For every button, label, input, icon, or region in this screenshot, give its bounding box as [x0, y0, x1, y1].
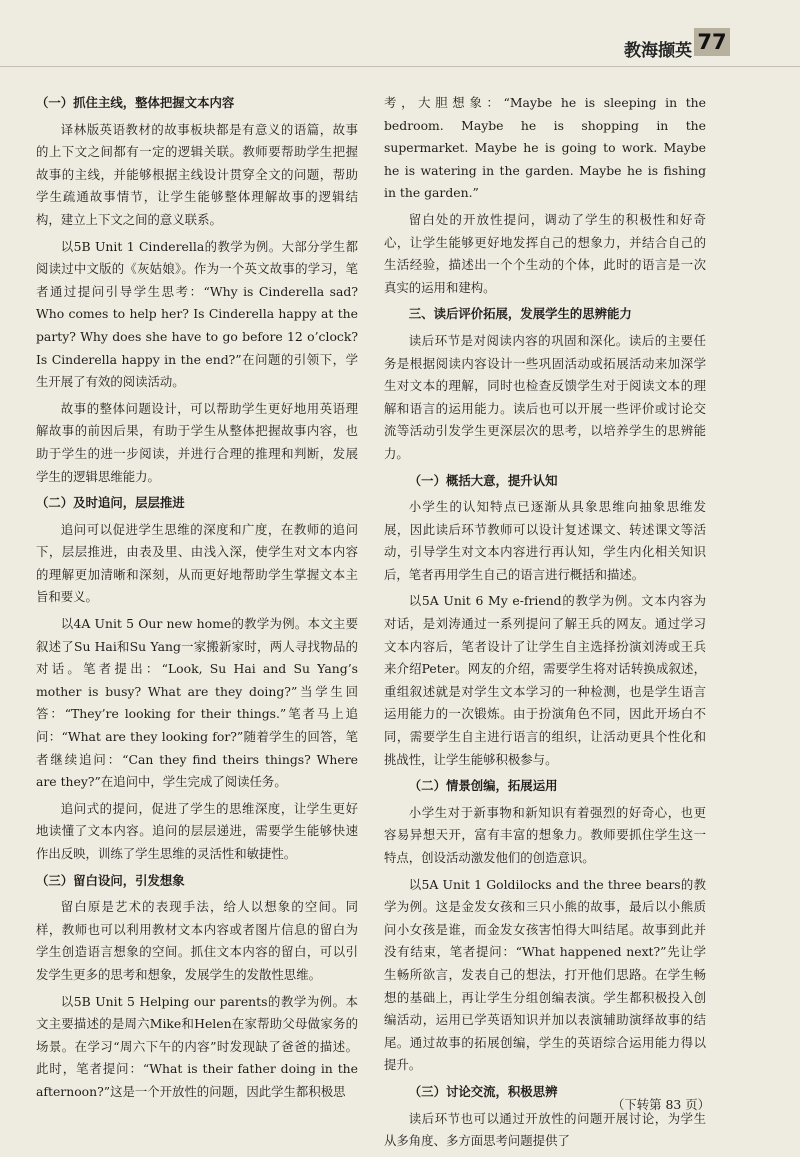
section-title: 教海撷英: [624, 41, 692, 61]
right-column: [384, 92, 706, 1157]
paragraph: 以5A Unit 6 My e-friend的教学为例。文本内容为对话，是刘涛通过一系列提问了解王兵的网友。通过学习文本内容后，笔者设计了让学生自主选择扮演刘涛或王兵来介绍Peter。网友的介绍，需要学生将对话转换成叙述，重组叙述就是对学生文本学习的一种检测，也是学生语言运用能力的一次锻炼。由于扮演角色不同，因此开场白不同，需要学生自主进行语言的组织，让活动更具个性化和挑战性，让学生能够积极参与。: [384, 593, 706, 767]
section-heading: （一）概括大意，提升认知: [408, 472, 558, 488]
section-heading: 三、读后评价拓展，发展学生的思辨能力: [408, 306, 632, 322]
paragraph: 读后环节也可以通过开放性的问题开展讨论，为学生从多角度、多方面思考问题提供了: [384, 1110, 706, 1149]
paragraph: 以4A Unit 5 Our new home的教学为例。本文主要叙述了Su Hai和Su Yang一家搬新家时，两人寻找物品的对话。笔者提出：“Look, Su Hai and Su Yang’s mother is busy? What are they doing?”当学生回答：“They’re looking for their things.”笔者马上追问：“What are they looking for?”随着学生的回答，笔者继续追问：“Can they find theirs things? Where are they?”在追问中，学生完成了阅读任务。: [36, 616, 358, 790]
paragraph-continuation: 考，大胆想象：“Maybe he is sleeping in the bedroom. Maybe he is shopping in the supermarket. Maybe he is going to work. Maybe he is watering in the garden. Maybe he is fishing in the garden.”: [384, 95, 706, 201]
continued-note: （下转第 83 页）: [612, 1097, 710, 1112]
paragraph: 读后环节是对阅读内容的巩固和深化。读后的主要任务是根据阅读内容设计一些巩固活动或拓展活动来加深学生对文本的理解，同时也检查反馈学生对于阅读文本的理解和语言的运用能力。读后也可以开展一些评价或讨论交流等活动引发学生更深层次的思考，以培养学生的思辨能力。: [384, 332, 706, 461]
paragraph: 留白原是艺术的表现手法，给人以想象的空间。同样，教师也可以利用教材文本内容或者图片信息的留白为学生创造语言想象的空间。抓住文本内容的留白，可以引发学生更多的思考和想象，发展学生的发散性思维。: [36, 899, 358, 982]
paragraph: 以5B Unit 5 Helping our parents的教学为例。本文主要描述的是周六Mike和Helen在家帮助父母做家务的场景。在学习“周六下午的内容”时发现缺了爸爸的描述。此时，笔者提问：“What is their father doing in the afternoon?”这是一个开放性的问题，因此学生都积极思: [36, 993, 358, 1099]
paragraph: 以5B Unit 1 Cinderella的教学为例。大部分学生都阅读过中文版的《灰姑娘》。作为一个英文故事的学习，笔者通过提问引导学生思考：“Why is Cinderella sad? Who comes to help her? Is Cinderella happy at the party? Why does she have to go before 12 o’clock? Is Cinderella happy in the end?”在问题的引领下，学生开展了有效的阅读活动。: [36, 238, 358, 390]
paragraph: 译林版英语教材的故事板块都是有意义的语篇，故事的上下文之间都有一定的逻辑关联。教师要帮助学生把握故事的主线，并能够根据主线设计贯穿全文的问题，帮助学生疏通故事情节，让学生能够整体理解故事的逻辑结构，建立上下文之间的意义联系。: [36, 121, 358, 227]
section-heading: （二）情景创编，拓展运用: [408, 778, 558, 794]
section-heading: （三）留白设问，引发想象: [36, 872, 185, 888]
paragraph: 以5A Unit 1 Goldilocks and the three bears的教学为例。这是金发女孩和三只小熊的故事，最后以小熊质问小女孩是谁，而金发女孩害怕得大叫结尾。故事到此并没有结束，笔者提问：“What happened next?”先让学生畅所欲言，发表自己的想法，打开他们思路。在学生畅想的基础上，再让学生分组创编表演。学生都积极投入创编活动，运用已学英语知识并加以表演辅助演绎故事的结尾。通过故事的拓展创编，学生的英语综合运用能力得以提升。: [384, 876, 706, 1073]
section-heading: （一）抓住主线，整体把握文本内容: [36, 95, 235, 110]
paragraph: 故事的整体问题设计，可以帮助学生更好地用英语理解故事的前因后果，有助于学生从整体把握故事内容，也助于学生的进一步阅读，并进行合理的推理和判断，发展学生的逻辑思维能力。: [36, 400, 358, 484]
section-heading: （二）及时追问，层层推进: [36, 495, 185, 511]
section-heading: （三）讨论交流，积极思辨: [408, 1083, 558, 1099]
page-number: 77: [694, 28, 730, 56]
paragraph: 留白处的开放性提问，调动了学生的积极性和好奇心，让学生能够更好地发挥自己的想象力，并结合自己的生活经验，描述出一个个生动的个体，此时的语言是一次真实的运用和建构。: [384, 211, 706, 295]
paragraph: 小学生的认知特点已逐渐从具象思维向抽象思维发展，因此读后环节教师可以设计复述课文、转述课文等活动，引导学生对文本内容进行再认知，学生内化相关知识后，笔者再用学生自己的语言进行概括和描述。: [384, 499, 706, 582]
left-column: [36, 92, 358, 1108]
paragraph: 追问式的提问，促进了学生的思维深度，让学生更好地读懂了文本内容。追问的层层递进，需要学生能够快速作出反映，训练了学生思维的灵活性和敏捷性。: [36, 800, 358, 861]
paragraph: 追问可以促进学生思维的深度和广度，在教师的追问下，层层推进，由表及里、由浅入深，使学生对文本内容的理解更加清晰和深刻，从而更好地帮助学生掌握文本主旨和要义。: [36, 521, 358, 605]
page-header: [0, 26, 800, 67]
paragraph: 小学生对于新事物和新知识有着强烈的好奇心，也更容易异想天开，富有丰富的想象力。教师要抓住学生这一特点，创设活动激发他们的创造意识。: [384, 804, 706, 865]
